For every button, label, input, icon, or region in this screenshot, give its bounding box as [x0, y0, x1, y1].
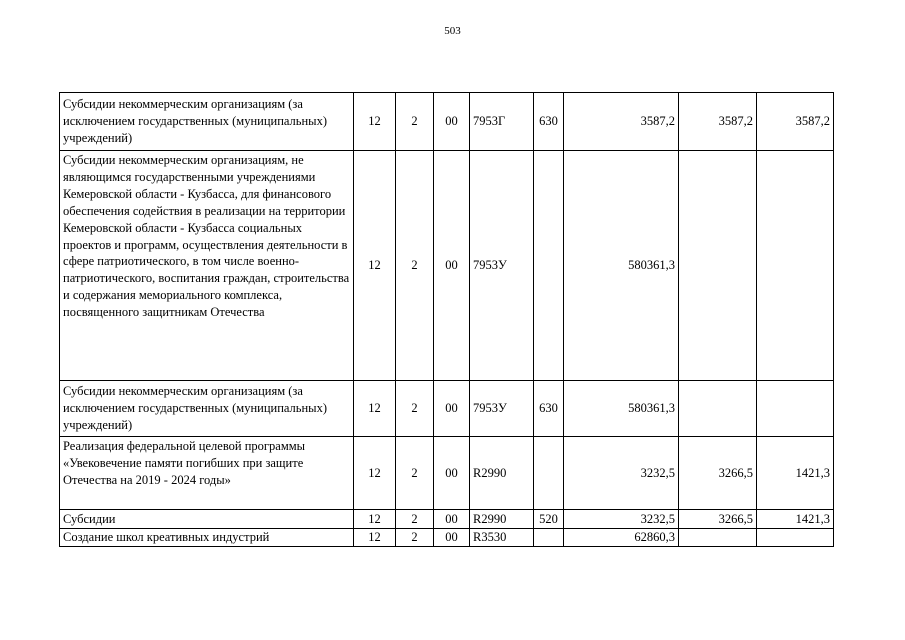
row-value-3	[757, 381, 834, 437]
row-target-code: R2990	[470, 510, 534, 529]
row-program: 00	[434, 529, 470, 547]
row-expense-type	[534, 151, 564, 381]
row-value-2	[679, 529, 757, 547]
table-row	[60, 437, 834, 510]
row-value-1: 3232,5	[564, 510, 679, 529]
row-expense-type: 520	[534, 510, 564, 529]
row-value-2: 3266,5	[679, 510, 757, 529]
page-number: 503	[444, 25, 461, 37]
row-subsection: 2	[396, 93, 434, 151]
row-value-3: 1421,3	[757, 437, 834, 510]
row-value-1: 580361,3	[564, 381, 679, 437]
row-name: Субсидии некоммерческим организациям (за исключением государственных (муниципальных) учреждений)	[60, 381, 354, 437]
row-value-3: 1421,3	[757, 510, 834, 529]
row-value-1: 580361,3	[564, 151, 679, 381]
row-program: 00	[434, 381, 470, 437]
row-expense-type: 630	[534, 381, 564, 437]
table-row	[60, 93, 834, 151]
row-target-code: 7953Г	[470, 93, 534, 151]
row-value-1: 3232,5	[564, 437, 679, 510]
budget-table	[59, 92, 834, 547]
row-program: 00	[434, 93, 470, 151]
row-value-3	[757, 151, 834, 381]
row-value-1: 62860,3	[564, 529, 679, 547]
row-name: Создание школ креативных индустрий	[60, 529, 354, 547]
row-section: 12	[354, 529, 396, 547]
table-row	[60, 529, 834, 547]
row-subsection: 2	[396, 510, 434, 529]
table-row	[60, 151, 834, 381]
row-program: 00	[434, 510, 470, 529]
row-value-3	[757, 529, 834, 547]
row-subsection: 2	[396, 529, 434, 547]
row-section: 12	[354, 93, 396, 151]
row-value-2	[679, 381, 757, 437]
row-subsection: 2	[396, 437, 434, 510]
row-section: 12	[354, 510, 396, 529]
row-value-1: 3587,2	[564, 93, 679, 151]
row-expense-type	[534, 529, 564, 547]
row-subsection: 2	[396, 381, 434, 437]
row-value-2: 3266,5	[679, 437, 757, 510]
row-section: 12	[354, 381, 396, 437]
row-name: Субсидии некоммерческим организациям, не являющимся государственными учреждениями Кемеровской области - Кузбасса, для финансового обеспечения содействия в реализации на территории Кемеровской области - Кузбасса социальных проектов и программ, осуществления деятельности в сфере патриотического, в том числе военно-патриотического, воспитания граждан, строительства и содержания мемориального комплекса, посвященного защитникам Отечества	[60, 151, 354, 381]
row-section: 12	[354, 437, 396, 510]
row-subsection: 2	[396, 151, 434, 381]
row-target-code: 7953У	[470, 381, 534, 437]
table-row	[60, 510, 834, 529]
row-name: Субсидии некоммерческим организациям (за исключением государственных (муниципальных) учреждений)	[60, 93, 354, 151]
row-program: 00	[434, 151, 470, 381]
row-value-2: 3587,2	[679, 93, 757, 151]
row-value-2	[679, 151, 757, 381]
row-target-code: R2990	[470, 437, 534, 510]
row-name: Реализация федеральной целевой программы «Увековечение памяти погибших при защите Отечества на 2019 - 2024 годы»	[60, 437, 354, 510]
row-name: Субсидии	[60, 510, 354, 529]
row-target-code: 7953У	[470, 151, 534, 381]
table-row	[60, 381, 834, 437]
row-expense-type: 630	[534, 93, 564, 151]
row-program: 00	[434, 437, 470, 510]
row-expense-type	[534, 437, 564, 510]
row-target-code: R3530	[470, 529, 534, 547]
row-value-3: 3587,2	[757, 93, 834, 151]
row-section: 12	[354, 151, 396, 381]
